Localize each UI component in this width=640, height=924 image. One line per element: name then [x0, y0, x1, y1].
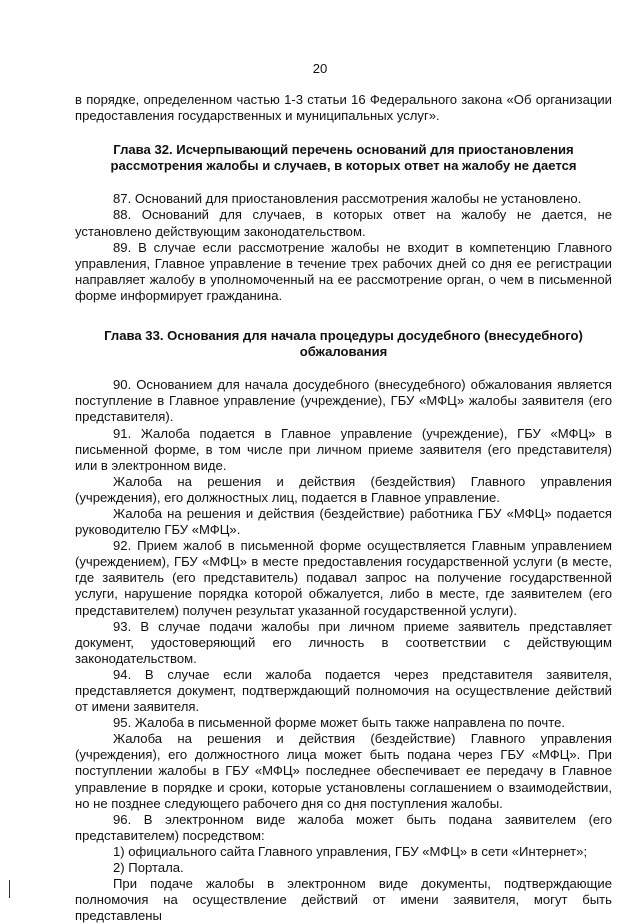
intro-paragraph: в порядке, определенном частью 1-3 статьи 16 Федерального закона «Об организации предоставления государственных и муниципальных услуг».	[75, 92, 612, 124]
paragraph-91-cont-2: Жалоба на решения и действия (бездействие) работника ГБУ «МФЦ» подается руководителю ГБУ «МФЦ».	[75, 505, 612, 538]
paragraph-95-cont: Жалоба на решения и действия (бездействие) Главного управления (учреждения), его должностного лица может быть подана через ГБУ «МФЦ». При поступлении жалобы в ГБУ «МФЦ» последнее обеспечивает ее передачу в Главное управление в порядке и сроки, которые установлены соглашением о взаимодействии, но не позднее следующего рабочего дня со дня поступления жалобы.	[75, 731, 612, 811]
document-body	[75, 92, 612, 924]
scan-edge-mark	[9, 880, 10, 898]
chapter-32-section	[75, 191, 612, 304]
page-number: 20	[312, 61, 328, 76]
paragraph-87: 87. Оснований для приостановления рассмотрения жалобы не установлено.	[113, 191, 582, 207]
paragraph-96-item-2: 2) Портала.	[113, 860, 184, 876]
paragraph-91: 91. Жалоба подается в Главное управление (учреждение), ГБУ «МФЦ» в письменной форме, в том числе при личном приеме заявителя (его представителя) или в электронном виде.	[75, 425, 612, 473]
chapter-33-title: Глава 33. Основания для начала процедуры досудебного (внесудебного) обжалования	[104, 328, 583, 360]
chapter-33-section	[75, 377, 612, 924]
paragraph-93: 93. В случае подачи жалобы при личном приеме заявитель представляет документ, удостоверяющий его личность в соответствии с действующим законодательством.	[75, 618, 612, 666]
paragraph-94: 94. В случае если жалоба подается через представителя заявителя, представляется документ, подтверждающий полномочия на осуществление действий от имени заявителя.	[75, 666, 612, 715]
paragraph-92: 92. Прием жалоб в письменной форме осуществляется Главным управлением (учреждением), ГБУ «МФЦ» в месте предоставления государственной услуги (в месте, где заявитель (его представитель) подавал запрос на получение государственной услуги, нарушение порядка которой обжалуется, либо в месте, где заявителем (его представителем) получен результат указанной государственной услуги).	[75, 538, 612, 618]
paragraph-96-item-1: 1) официального сайта Главного управления, ГБУ «МФЦ» в сети «Интернет»;	[113, 843, 588, 859]
paragraph-91-cont-1: Жалоба на решения и действия (бездействия) Главного управления (учреждения), его должностных лиц, подается в Главное управление.	[75, 473, 612, 505]
paragraph-96-cont: При подаче жалобы в электронном виде документы, подтверждающие полномочия на осуществление действий от имени заявителя, могут быть представлены	[75, 876, 612, 924]
paragraph-88: 88. Оснований для случаев, в которых ответ на жалобу не дается, не установлено действующим законодательством.	[75, 207, 612, 239]
paragraph-95: 95. Жалоба в письменной форме может быть также направлена по почте.	[113, 715, 566, 731]
chapter-32-title: Глава 32. Исчерпывающий перечень оснований для приостановления рассмотрения жалобы и случаев, в которых ответ на жалобу не дается	[110, 142, 577, 174]
paragraph-89: 89. В случае если рассмотрение жалобы не входит в компетенцию Главного управления, Главное управление в течение трех рабочих дней со дня ее регистрации направляет жалобу в уполномоченный на ее рассмотрение орган, о чем в письменной форме информирует гражданина.	[75, 239, 612, 303]
paragraph-96: 96. В электронном виде жалоба может быть подана заявителем (его представителем) посредством:	[75, 811, 612, 843]
paragraph-90: 90. Основанием для начала досудебного (внесудебного) обжалования является поступление в Главное управление (учреждение), ГБУ «МФЦ» жалобы заявителя (его представителя).	[75, 377, 612, 425]
